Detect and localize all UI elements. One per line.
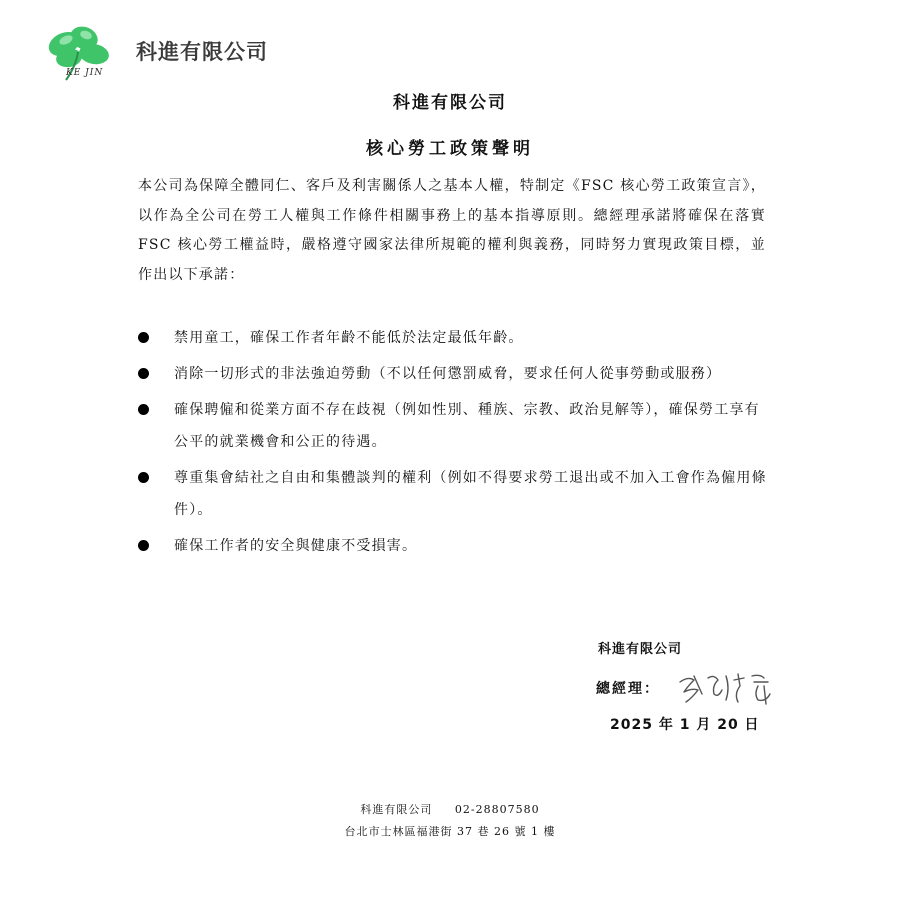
footer-address: 台北市士林區福港街 37 巷 26 號 1 樓 [344, 825, 556, 838]
commitment-text: 尊重集會結社之自由和集體談判的權利（例如不得要求勞工退出或不加入工會作為僱用條件）。 [174, 470, 767, 518]
logo-company-name: 科進有限公司 [136, 40, 268, 64]
logo-brand-text: KE JIN [66, 68, 104, 78]
general-manager-label: 總經理： [596, 681, 660, 697]
list-item [138, 322, 768, 354]
document-title: 核心勞工政策聲明 [366, 139, 534, 159]
commitment-list [138, 322, 768, 566]
commitment-text: 消除一切形式的非法強迫勞動（不以任何懲罰威脅，要求任何人從事勞動或服務） [174, 366, 722, 382]
bullet-dot-icon [138, 540, 149, 551]
commitment-text: 確保聘僱和從業方面不存在歧視（例如性別、種族、宗教、政治見解等），確保勞工享有公平的就業機會和公正的待遇。 [174, 402, 760, 450]
intro-paragraph: 本公司為保障全體同仁、客戶及利害關係人之基本人權，特制定《FSC 核心勞工政策宣言》，以作為全公司在勞工人權與工作條件相關事務上的基本指導原則。總經理承諾將確保在落實 FSC 核心勞工權益時，嚴格遵守國家法律所規範的權利與義務，同時努力實現政策目標，並作出以下承諾： [138, 178, 766, 283]
signature-company: 科進有限公司 [598, 642, 683, 657]
company-logo [36, 24, 326, 84]
footer-contact: 科進有限公司 02-28807580 [360, 803, 540, 816]
list-item [138, 394, 768, 458]
commitment-text: 確保工作者的安全與健康不受損害。 [174, 538, 418, 554]
bullet-dot-icon [138, 332, 149, 343]
commitment-text: 禁用童工，確保工作者年齡不能低於法定最低年齡。 [174, 330, 524, 346]
handwritten-signature [674, 668, 784, 708]
signature-date: 2025 年 1 月 20 日 [610, 717, 760, 733]
list-item [138, 358, 768, 390]
bullet-dot-icon [138, 368, 149, 379]
list-item [138, 462, 768, 526]
bullet-dot-icon [138, 472, 149, 483]
list-item [138, 530, 768, 562]
company-title: 科進有限公司 [393, 93, 507, 113]
bullet-dot-icon [138, 404, 149, 415]
